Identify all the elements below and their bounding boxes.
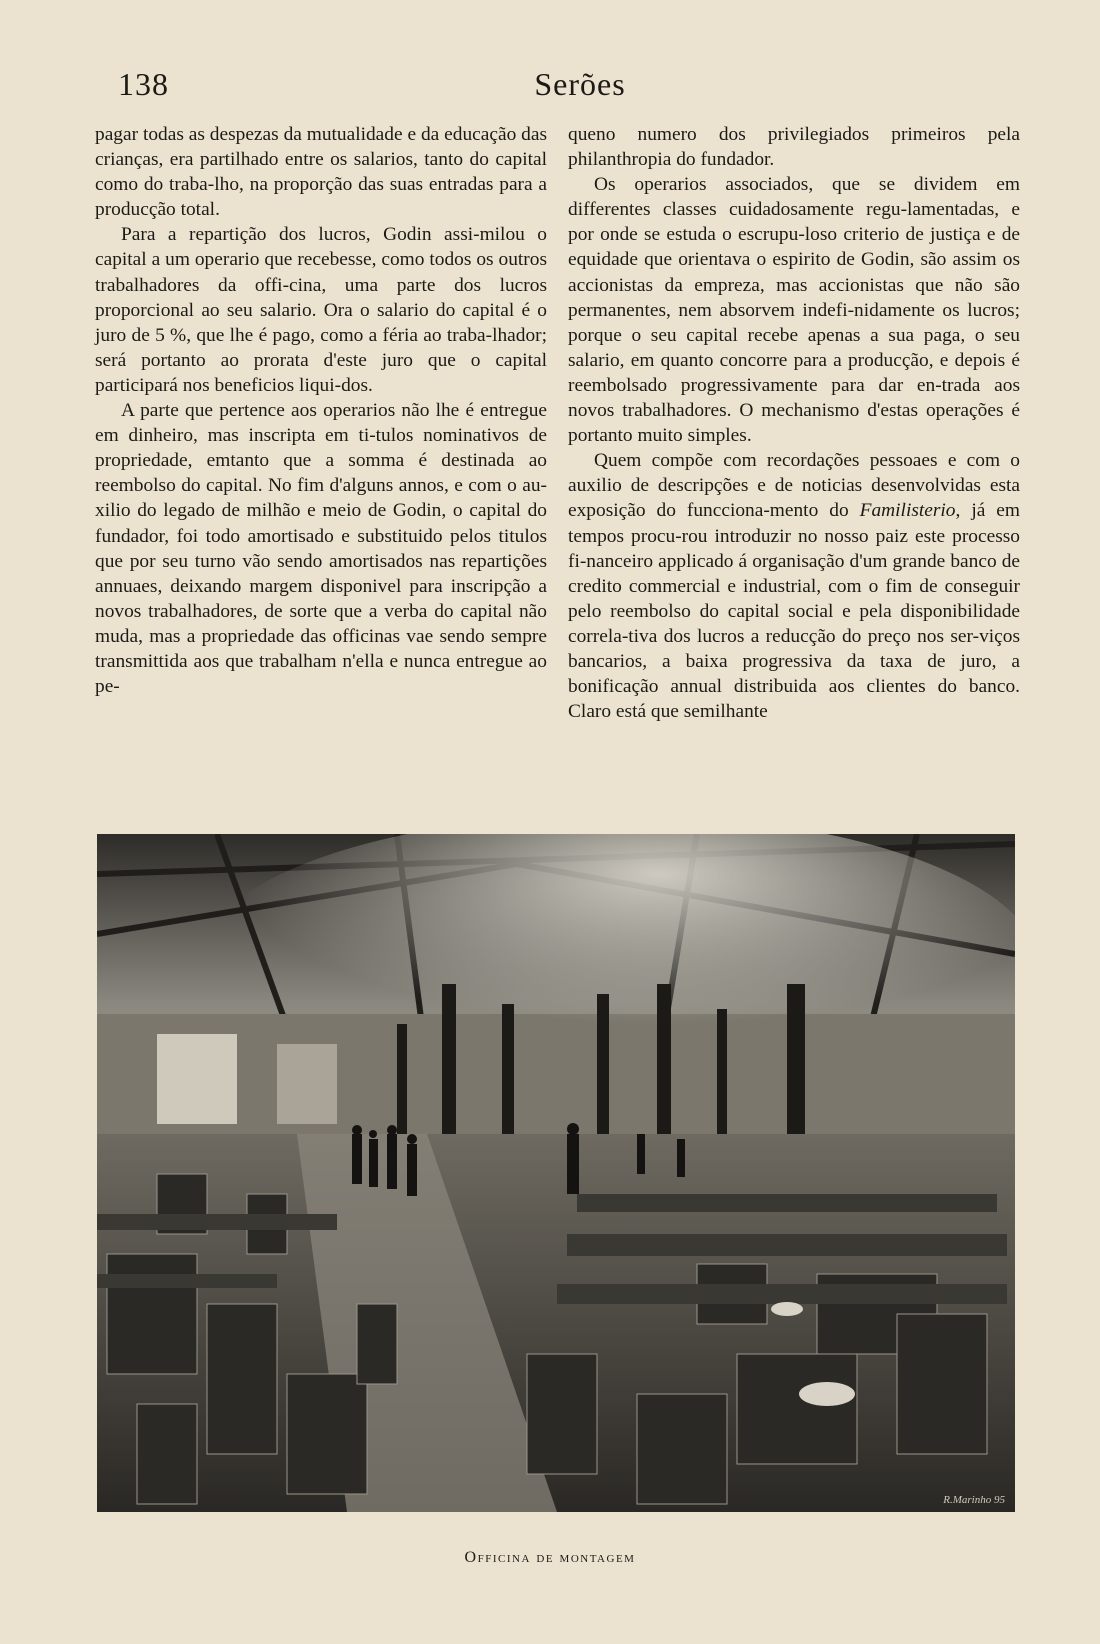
- page-number: 138: [118, 66, 169, 102]
- photographer-signature: R.Marinho 95: [943, 1494, 1005, 1506]
- paragraph: [568, 448, 1020, 724]
- right-column: [568, 122, 1020, 724]
- paragraph-text: Quem compõe com recordações pessoaes e com o auxilio de descripções e de noticias desenvolvidas esta exposição do funcciona-mento do: [568, 450, 1020, 522]
- figure-caption: Officina de montagem: [464, 1549, 636, 1566]
- italic-term: Familisterio: [859, 500, 956, 522]
- left-column: [95, 122, 547, 699]
- factory-interior-illustration: [97, 834, 1015, 1512]
- paragraph: Para a repartição dos lucros, Godin assi-milou o capital a um operario que recebesse, como todos os outros trabalhadores da offi-cina, uma parte dos lucros proporcional ao seu salario. Ora o salario do capital é o juro de 5 %, que lhe é pago, como a féria ao traba-lhador; será portanto ao prorata d'este juro que o capital participará nos beneficios liqui-dos.: [95, 224, 547, 396]
- paragraph: A parte que pertence aos operarios não lhe é entregue em dinheiro, mas inscripta em ti-tulos nominativos de propriedade, emtanto que a somma é destinada ao reembolso do capital. No fim d'alguns annos, e com o au-xilio do legado de milhão e meio de Godin, o capital do fundador, foi todo amortisado e substituido pelos titulos que por seu turno vão sendo amortisados nas repartições annuaes, deixando margem disponivel para inscripção a novos trabalhadores, de sorte que a verba do capital não muda, mas a propriedade das officinas vae sendo sempre transmittida aos que trabalham n'ella e nunca entregue ao pe-: [95, 400, 547, 698]
- running-head-title: Serões: [534, 66, 626, 102]
- paragraph-text: , já em tempos procu-rou introduzir no nosso paiz este processo fi-nanceiro applicado á organisação d'um grande banco de credito commercial e industrial, com o fim de conseguir pelo reembolso do capital social e pela disponibilidade correla-tiva dos lucros a reducção do preço nos ser-viços bancarios, a baixa progressiva da taxa de juro, a bonificação annual distribuida aos clientes do banco. Claro está que semilhante: [568, 500, 1020, 723]
- paragraph: pagar todas as despezas da mutualidade e da educação das crianças, era partilhado entre os salarios, tanto do capital como do traba-lho, na proporção das suas entradas para a producção total.: [95, 124, 547, 221]
- back-window: [157, 1034, 237, 1124]
- paragraph: Os operarios associados, que se dividem em differentes classes cuidadosamente regu-lamentadas, e por onde se estuda o escrupu-loso criterio de justiça e de equidade que orientava o espirito de Godin, são assim os accionistas da empreza, mas accionistas que não são permanentes, nem absorvem indefi-nidamente os lucros; porque o seu capital recebe apenas a sua paga, o seu salario, em quanto concorre para a producção, e depois é reembolsado progressivamente para dar en-trada aos novos trabalhadores. O mechanismo d'estas operações é portanto muito simples.: [568, 174, 1020, 447]
- workshop-photograph: [97, 834, 1015, 1512]
- paragraph: queno numero dos privilegiados primeiros pela philanthropia do fundador.: [568, 124, 1020, 171]
